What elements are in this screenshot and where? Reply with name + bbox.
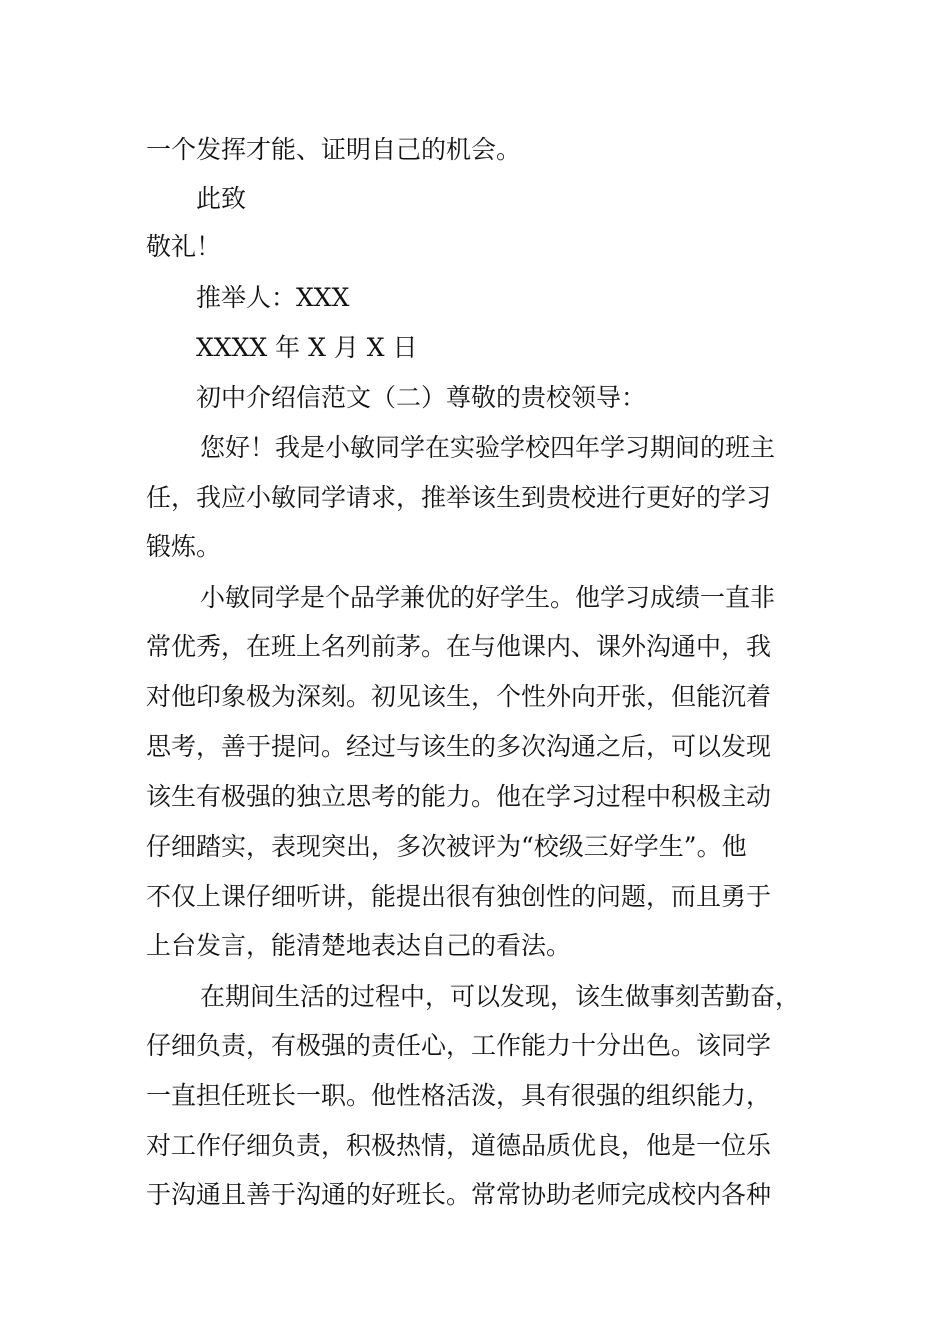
text-line: 对工作仔细负责，积极热情，道德品质优良，他是一位乐: [146, 1131, 772, 1160]
closing-salutation: 此致: [196, 184, 247, 213]
text-line: 一直担任班长一职。他性格活泼，具有很强的组织能力，: [146, 1081, 772, 1110]
section-heading: 初中介绍信范文（二）尊敬的贵校领导：: [196, 383, 647, 412]
signature-recommender: 推举人：XXX: [196, 283, 350, 312]
text-line: 于沟通且善于沟通的好班长。常常协助老师完成校内各种: [146, 1180, 772, 1209]
text-line: 一个发挥才能、证明自己的机会。: [146, 135, 522, 164]
closing-regards: 敬礼！: [146, 232, 222, 261]
text-line: 不仅上课仔细听讲，能提出很有独创性的问题，而且勇于: [146, 882, 772, 911]
text-line: 上台发言，能清楚地表达自己的看法。: [146, 931, 572, 960]
text-line: 您好！我是小敏同学在实验学校四年学习期间的班主: [200, 433, 776, 462]
text-line: 锻炼。: [146, 532, 222, 561]
text-line: 思考，善于提问。经过与该生的多次沟通之后，可以发现: [146, 732, 772, 761]
text-line: 该生有极强的独立思考的能力。他在学习过程中积极主动: [146, 782, 772, 811]
text-line: 常优秀，在班上名列前茅。在与他课内、课外沟通中，我: [146, 632, 772, 661]
text-line: 仔细负责，有极强的责任心，工作能力十分出色。该同学: [146, 1031, 772, 1060]
signature-date: XXXX 年 X 月 X 日: [196, 333, 418, 362]
text-line: 仔细踏实，表现突出，多次被评为“校级三好学生”。他: [146, 832, 747, 861]
text-line: 在期间生活的过程中，可以发现，该生做事刻苦勤奋，: [200, 982, 801, 1011]
text-line: 小敏同学是个品学兼优的好学生。他学习成绩一直非: [200, 583, 776, 612]
text-line: 任，我应小敏同学请求，推举该生到贵校进行更好的学习: [146, 483, 772, 512]
text-line: 对他印象极为深刻。初见该生，个性外向开张，但能沉着: [146, 682, 772, 711]
